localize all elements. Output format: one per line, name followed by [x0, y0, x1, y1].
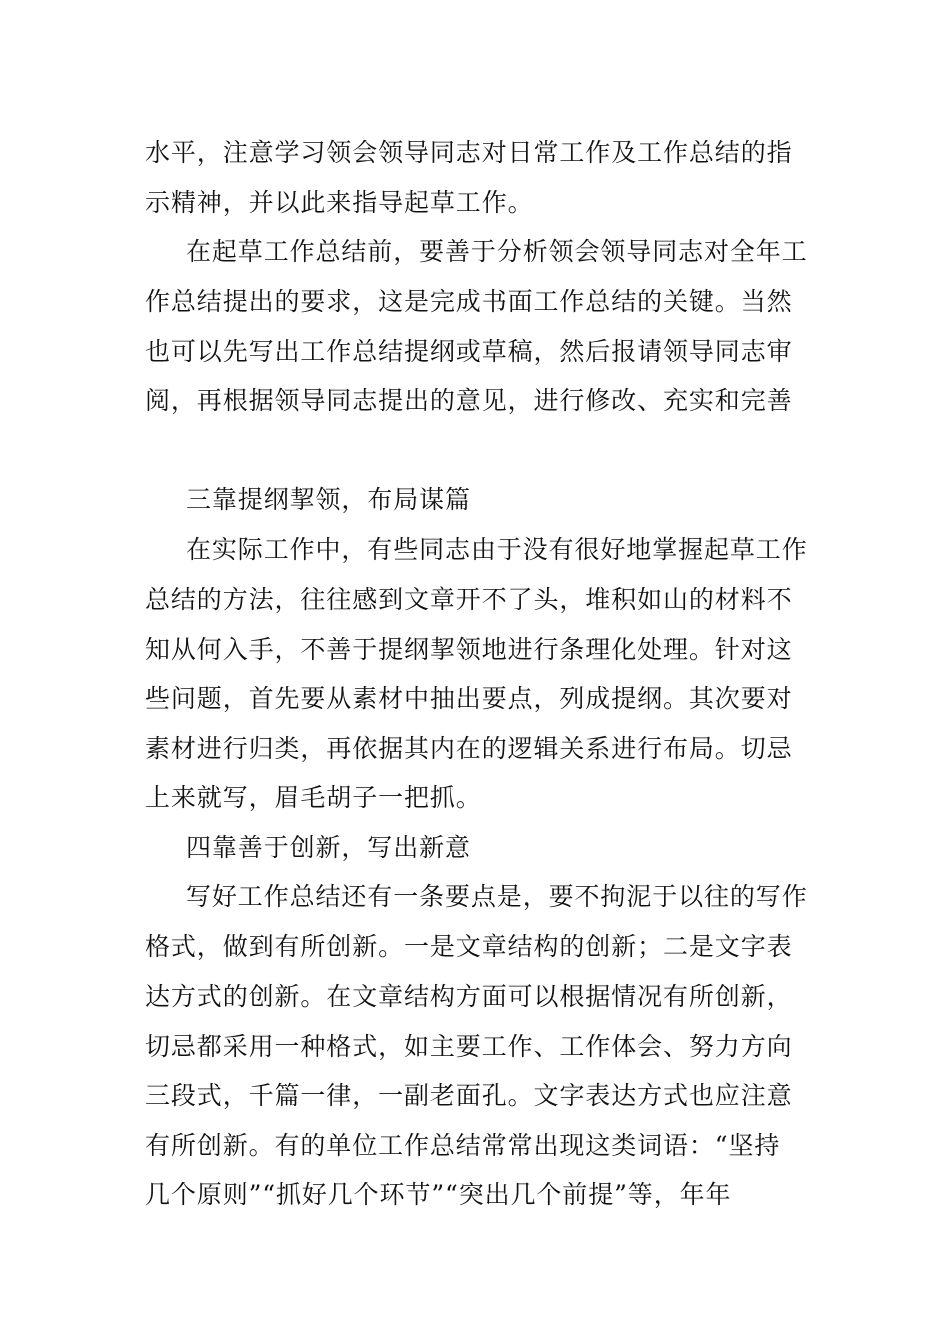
text-line: 示精神，并以此来指导起草工作。 — [145, 188, 534, 217]
text-line: 阅，再根据领导同志提出的意见，进行修改、充实和完善 — [145, 386, 793, 415]
paragraph-start-line: 在起草工作总结前，要善于分析领会领导同志对全年工 — [186, 237, 808, 266]
text-line: 也可以先写出工作总结提纲或草稿，然后报请领导同志审 — [145, 337, 793, 366]
text-line: 有所创新。有的单位工作总结常常出现这类词语：“坚持 — [145, 1131, 781, 1160]
text-line: 些问题，首先要从素材中抽出要点，列成提纲。其次要对 — [145, 684, 793, 713]
text-line: 达方式的创新。在文章结构方面可以根据情况有所创新， — [145, 982, 793, 1011]
section-heading: 三靠提纲挈领，布局谋篇 — [186, 485, 471, 514]
text-line: 格式，做到有所创新。一是文章结构的创新；二是文字表 — [145, 932, 793, 961]
text-line: 作总结提出的要求，这是完成书面工作总结的关键。当然 — [145, 287, 793, 316]
text-line: 总结的方法，往往感到文章开不了头，堆积如山的材料不 — [145, 585, 793, 614]
paragraph-start-line: 写好工作总结还有一条要点是，要不拘泥于以往的写作 — [186, 882, 808, 911]
text-line: 切忌都采用一种格式，如主要工作、工作体会、努力方向 — [145, 1032, 793, 1061]
text-line: 水平，注意学习领会领导同志对日常工作及工作总结的指 — [145, 138, 793, 167]
paragraph-start-line: 在实际工作中，有些同志由于没有很好地掌握起草工作 — [186, 535, 808, 564]
section-heading: 四靠善于创新，写出新意 — [186, 833, 471, 862]
text-line: 三段式，千篇一律，一副老面孔。文字表达方式也应注意 — [145, 1081, 793, 1110]
text-line: 上来就写，眉毛胡子一把抓。 — [145, 783, 482, 812]
text-line: 素材进行归类，再依据其内在的逻辑关系进行布局。切忌 — [145, 734, 793, 763]
text-line: 知从何入手，不善于提纲挈领地进行条理化处理。针对这 — [145, 635, 793, 664]
text-line: 几个原则”“抓好几个环节”“突出几个前提”等，年年 — [145, 1180, 732, 1209]
